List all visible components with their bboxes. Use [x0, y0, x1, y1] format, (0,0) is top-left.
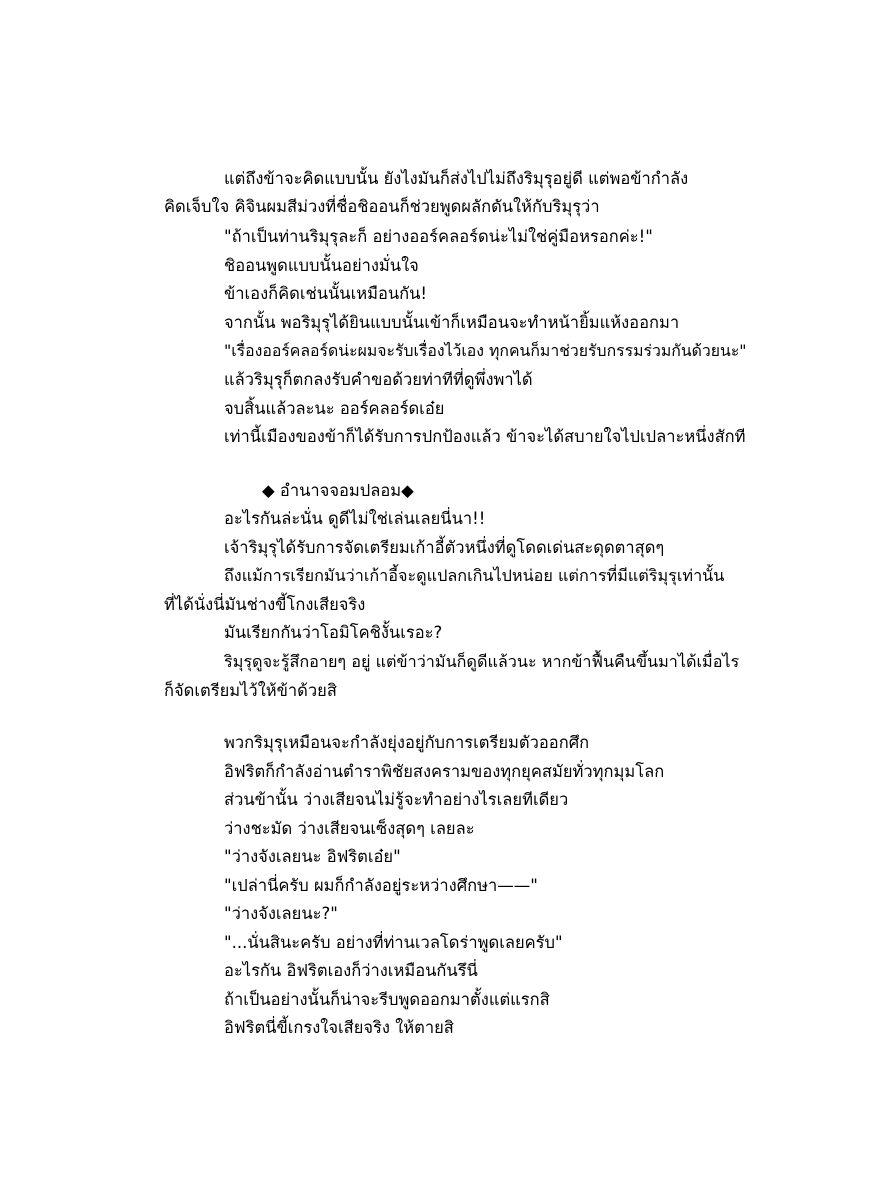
paragraph-line: ชิออนพูดแบบนั้นอย่างมั่นใจ — [224, 256, 419, 275]
paragraph-line: พวกริมุรุเหมือนจะกำลังยุ่งอยู่กับการเตรียมตัวออกศึก — [224, 733, 590, 752]
paragraph-line: ส่วนข้านั้น ว่างเสียจนไม่รู้จะทำอย่างไรเลยทีเดียว — [224, 790, 569, 809]
paragraph-line: ที่ได้นั่งนี่มันช่างขี้โกงเสียจริง — [164, 595, 366, 614]
dialogue-line: "เปล่านี่ครับ ผมก็กำลังอยู่ระหว่างศึกษา——" — [224, 876, 538, 895]
paragraph-line: ว่างชะมัด ว่างเสียจนเซ็งสุดๆ เลยละ — [224, 819, 475, 838]
dialogue-line: "ว่างจังเลยนะ?" — [224, 904, 338, 923]
paragraph-line: ถึงแม้การเรียกมันว่าเก้าอี้จะดูแปลกเกินไปหน่อย แต่การที่มีแต่ริมุรุเท่านั้น — [224, 566, 725, 585]
paragraph-line: ข้าเองก็คิดเช่นนั้นเหมือนกัน! — [224, 284, 428, 303]
paragraph-line: คิดเจ็บใจ คิจินผมสีม่วงที่ชื่อชิออนก็ช่วยพูดผลักดันให้กับริมุรุว่า — [164, 197, 600, 216]
paragraph-line: อิฟริตนี่ขี้เกรงใจเสียจริง ให้ตายสิ — [224, 1018, 454, 1037]
paragraph-line: แต่ถึงข้าจะคิดแบบนั้น ยังไงมันก็ส่งไปไม่ถึงริมุรุอยู่ดี แต่พอข้ากำลัง — [224, 169, 689, 188]
paragraph-line: ก็จัดเตรียมไว้ให้ข้าด้วยสิ — [164, 681, 337, 700]
paragraph-line: อะไรกันล่ะนั่น ดูดีไม่ใช่เล่นเลยนี่นา!! — [224, 509, 486, 528]
paragraph-line: ริมุรุดูจะรู้สึกอายๆ อยู่ แต่ข้าว่ามันก็ดูดีแล้วนะ หากข้าฟื้นคืนขึ้นมาได้เมื่อไร — [224, 652, 740, 671]
dialogue-line: "ถ้าเป็นท่านริมุรุละก็ อย่างออร์คลอร์ดน่ะไม่ใช่คู่มือหรอกค่ะ!" — [224, 227, 653, 246]
paragraph-line: เท่านี้เมืองของข้าก็ได้รับการปกป้องแล้ว ข้าจะได้สบายใจไปเปลาะหนึ่งสักที — [224, 427, 746, 446]
paragraph-line: อิฟริตก็กำลังอ่านตำราพิชัยสงครามของทุกยุคสมัยทั่วทุกมุมโลก — [224, 762, 665, 781]
paragraph-line: อะไรกัน อิฟริตเองก็ว่างเหมือนกันรึนี่ — [224, 961, 478, 980]
paragraph-line: เจ้าริมุรุได้รับการจัดเตรียมเก้าอี้ตัวหนึ่งที่ดูโดดเด่นสะดุดตาสุดๆ — [224, 538, 665, 557]
paragraph-line: ถ้าเป็นอย่างนั้นก็น่าจะรีบพูดออกมาตั้งแต่แรกสิ — [224, 990, 550, 1009]
paragraph-line: แล้วริมุรุก็ตกลงรับคำขอด้วยท่าทีที่ดูพึ่งพาได้ — [224, 370, 533, 389]
paragraph-line: จากนั้น พอริมุรุได้ยินแบบนั้นเข้าก็เหมือนจะทำหน้ายิ้มแห้งออกมา — [224, 313, 680, 332]
paragraph-line: จบสิ้นแล้วละนะ ออร์คลอร์ดเอ๋ย — [224, 399, 445, 418]
paragraph-line: มันเรียกกันว่าโอมิโคชิงั้นเรอะ? — [224, 623, 443, 642]
dialogue-line: "เรื่องออร์คลอร์ดน่ะผมจะรับเรื่องไว้เอง ทุกคนก็มาช่วยรับกรรมร่วมกันด้วยนะ" — [224, 341, 747, 360]
section-heading: ◆ อำนาจจอมปลอม◆ — [262, 481, 414, 500]
dialogue-line: "ว่างจังเลยนะ อิฟริตเอ๋ย" — [224, 847, 401, 866]
dialogue-line: "...นั่นสินะครับ อย่างที่ท่านเวลโดร่าพูดเลยครับ" — [224, 933, 563, 952]
